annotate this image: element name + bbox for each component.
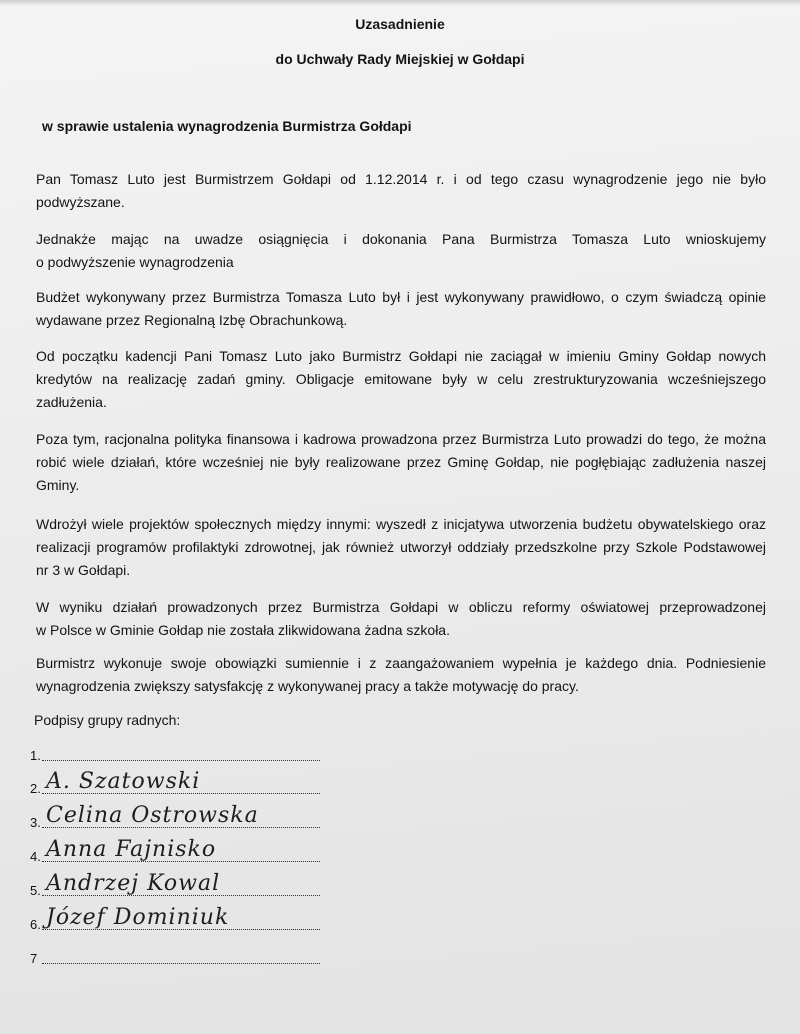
paragraph-line: W wyniku działań prowadzonych przez Burmistrza Gołdapi w obliczu reformy oświatowej przeprowadzonej bbox=[36, 599, 766, 615]
paragraph-line: realizacji programów profilaktyki zdrowotnej, jak również utworzył oddziały przedszkolne przy Szkole Podstawowej bbox=[36, 539, 766, 555]
signature-row bbox=[30, 936, 320, 966]
signature-number: 5. bbox=[30, 883, 41, 898]
paragraph-2 bbox=[36, 228, 766, 274]
signature-row bbox=[30, 834, 320, 864]
signature-number: 6. bbox=[30, 917, 41, 932]
paragraph-line: Jednakże mając na uwadze osiągnięcia i dokonania Pana Burmistrza Tomasza Luto wnioskujemy bbox=[36, 231, 766, 247]
signature-row bbox=[30, 733, 320, 763]
paragraph-line: Budżet wykonywany przez Burmistrza Tomasza Luto był i jest wykonywany prawidłowo, o czym świadczą opinie bbox=[36, 289, 766, 305]
signature-number: 1. bbox=[30, 748, 41, 763]
paragraph-line: wydawane przez Regionalną Izbę Obrachunkową. bbox=[36, 312, 348, 328]
signature-line bbox=[42, 760, 320, 761]
paragraph-4 bbox=[36, 345, 766, 414]
signature-row bbox=[30, 800, 320, 830]
paragraph-line: wynagrodzenia zwiększy satysfakcję z wykonywanej pracy a także motywację do pracy. bbox=[36, 678, 579, 694]
document-subtitle: do Uchwały Rady Miejskiej w Gołdapi bbox=[275, 51, 525, 67]
paragraph-5 bbox=[36, 428, 766, 497]
paragraph-line: podwyższane. bbox=[36, 194, 125, 210]
paragraph-line: nr 3 w Gołdapi. bbox=[36, 562, 131, 578]
signatures-label: Podpisy grupy radnych: bbox=[34, 712, 181, 728]
paragraph-line: o podwyższenie wynagrodzenia bbox=[36, 254, 234, 270]
signature-number: 3. bbox=[30, 815, 41, 830]
signature-number: 2. bbox=[30, 781, 41, 796]
handwritten-signature: Józef Dominiuk bbox=[46, 905, 230, 930]
paragraph-8 bbox=[36, 652, 766, 698]
handwritten-signature: Celina Ostrowska bbox=[46, 803, 259, 828]
paragraph-7 bbox=[36, 596, 766, 642]
paragraph-6 bbox=[36, 513, 766, 582]
paragraph-line: Wdrożył wiele projektów społecznych między innymi: wyszedł z inicjatywa utworzenia budżetu obywatelskiego oraz bbox=[36, 516, 766, 532]
scan-shadow bbox=[0, 0, 800, 6]
paragraph-1 bbox=[36, 168, 766, 214]
signature-row bbox=[30, 902, 320, 932]
paragraph-line: kredytów na realizację zadań gminy. Obligacje emitowane były w celu zrestrukturyzowania wcześniejszego bbox=[36, 371, 766, 387]
handwritten-signature: Anna Fajnisko bbox=[46, 837, 217, 862]
document-subject: w sprawie ustalenia wynagrodzenia Burmistrza Gołdapi bbox=[42, 118, 412, 134]
paragraph-line: Burmistrz wykonuje swoje obowiązki sumiennie i z zaangażowaniem wypełnia je każdego dnia. Podniesienie bbox=[36, 655, 766, 671]
paragraph-line: robić wiele działań, które wcześniej nie były realizowane przez Gminę Gołdap, nie pogłębiając zadłużenia naszej bbox=[36, 454, 766, 470]
signature-row bbox=[30, 868, 320, 898]
paragraph-3 bbox=[36, 286, 766, 332]
signature-row bbox=[30, 766, 320, 796]
document-title: Uzasadnienie bbox=[355, 16, 445, 32]
handwritten-signature: Andrzej Kowal bbox=[46, 871, 221, 896]
signature-number: 4. bbox=[30, 849, 41, 864]
paragraph-line: Gminy. bbox=[36, 477, 80, 493]
signature-line bbox=[42, 963, 320, 964]
paragraph-line: Pan Tomasz Luto jest Burmistrzem Gołdapi od 1.12.2014 r. i od tego czasu wynagrodzenie jego nie było bbox=[36, 171, 766, 187]
handwritten-signature: A. Szatowski bbox=[46, 769, 201, 794]
paragraph-line: Poza tym, racjonalna polityka finansowa i kadrowa prowadzona przez Burmistrza Luto prowadzi do tego, że można bbox=[36, 431, 766, 447]
paragraph-line: zadłużenia. bbox=[36, 394, 107, 410]
paragraph-line: Od początku kadencji Pani Tomasz Luto jako Burmistrz Gołdapi nie zaciągał w imieniu Gminy Gołdap nowych bbox=[36, 348, 766, 364]
paragraph-line: w Polsce w Gminie Gołdap nie została zlikwidowana żadna szkoła. bbox=[36, 622, 450, 638]
signature-number: 7 bbox=[30, 951, 38, 966]
